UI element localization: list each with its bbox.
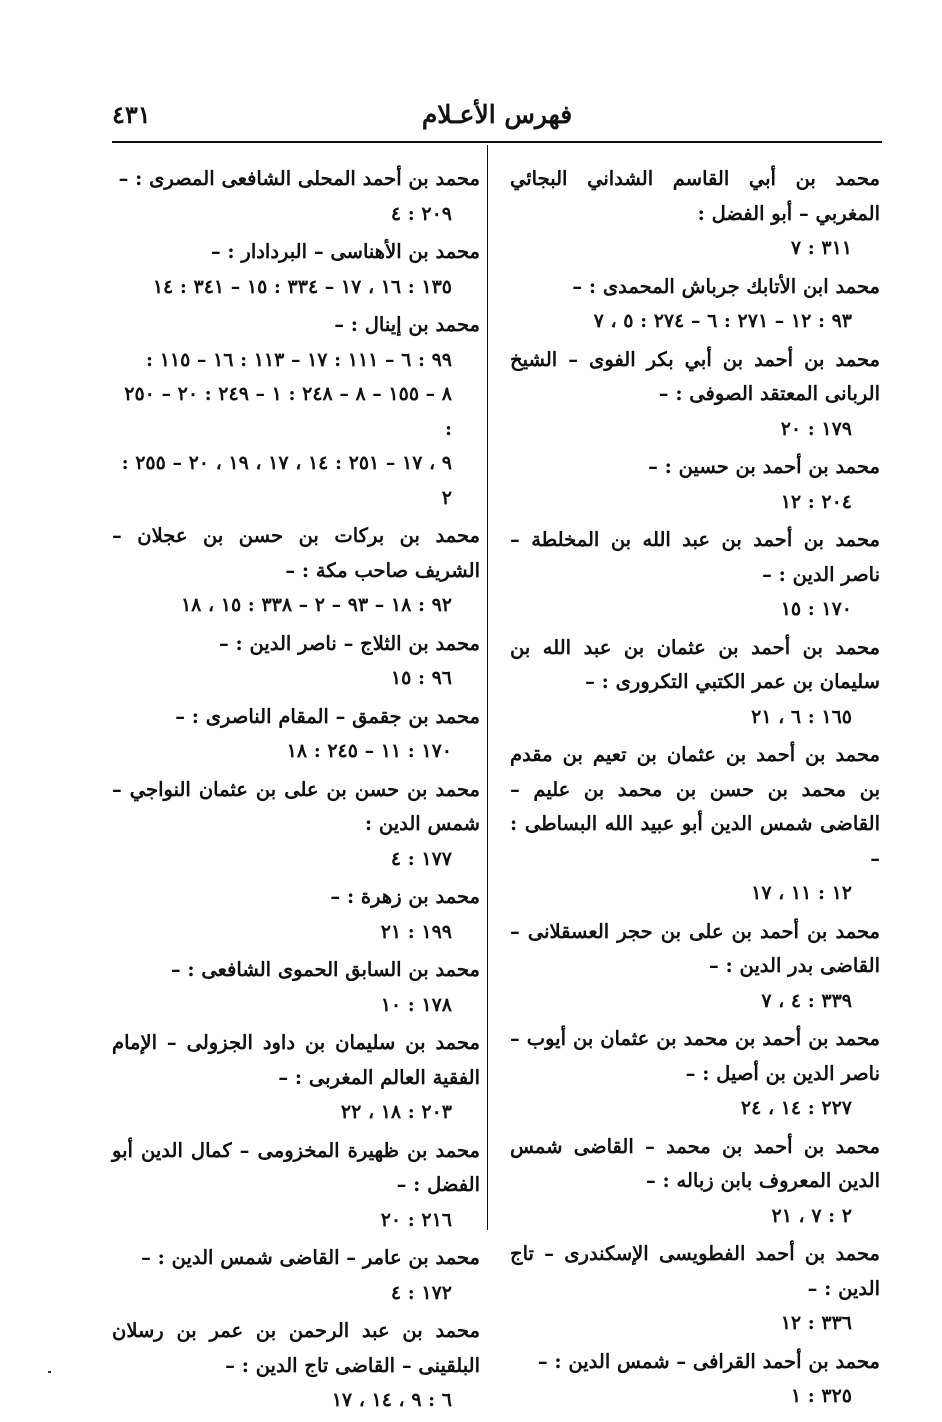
index-column-left xyxy=(112,162,480,1422)
entry-page-refs: ٩ ، ١٧ – ٢٥١ : ١٤ ، ١٧ ، ١٩ ، ٢٠ – ٢٥٥ : ٢ xyxy=(121,452,452,509)
entry-page-refs: ١٧٠ : ١١ – ٢٤٥ : ١٨ xyxy=(286,740,452,762)
entry-name: محمد بن أحمد الفطويسى الإسكندرى – تاج الدين : – xyxy=(510,1242,880,1300)
index-entry xyxy=(112,162,480,231)
entry-page-refs: ١٧٩ : ٢٠ xyxy=(780,417,852,440)
index-entry xyxy=(510,450,880,519)
entry-page-refs: ٩٦ : ١٥ xyxy=(390,667,452,689)
entry-page-refs: ١٧٢ : ٤ xyxy=(390,1281,452,1304)
index-entry xyxy=(510,631,880,735)
entry-name: محمد بن عبد الرحمن بن عمر بن رسلان البلقينى – القاضى تاج الدين : – xyxy=(112,1319,480,1377)
page-header xyxy=(112,100,882,140)
entry-name: محمد بن إينال : – xyxy=(334,313,480,336)
entry-page-refs: ١٢ : ١١ ، ١٧ xyxy=(751,882,852,904)
index-entry xyxy=(112,235,480,304)
entry-name: محمد بن أحمد القرافى – شمس الدين : – xyxy=(537,1349,880,1373)
entry-page-refs: ٩٣ : ١٢ – ٢٧١ : ٦ – ٢٧٤ : ٥ ، ٧ xyxy=(593,310,852,332)
entry-name: محمد بن أحمد بن عثمان بن تعيم بن مقدم بن محمد بن حسن بن محمد بن عليم – القاضى شمس الدين أبو عبيد الله البساطى : – xyxy=(510,743,880,870)
page-number: ٤٣١ xyxy=(112,100,151,129)
entry-page-refs: ٣٣٦ : ١٢ xyxy=(780,1312,852,1334)
index-entry xyxy=(510,1345,880,1414)
entry-name: محمد بن أحمد بن على بن حجر العسقلانى – القاضى بدر الدين : – xyxy=(510,919,880,977)
index-entry xyxy=(112,1134,480,1238)
entry-name: محمد بن أحمد بن محمد بن عثمان بن أيوب – ناصر الدين بن أصيل : – xyxy=(510,1027,880,1085)
entry-page-refs: ٢٢٧ : ١٤ ، ٢٤ xyxy=(740,1097,852,1119)
index-entry xyxy=(510,1130,880,1234)
header-rule xyxy=(112,141,882,143)
index-entry xyxy=(112,1026,480,1130)
index-entry xyxy=(112,880,480,949)
index-column-right xyxy=(510,162,880,1418)
index-entry xyxy=(510,270,880,339)
entry-page-refs: ١٩٩ : ٢١ xyxy=(380,920,452,943)
entry-name: محمد بن أحمد بن عبد الله بن المخلطة – ناصر الدين : – xyxy=(510,528,880,586)
entry-name: محمد بن ظهيرة المخزومى – كمال الدين أبو الفضل : – xyxy=(112,1138,480,1196)
index-entry xyxy=(112,627,480,696)
entry-name: محمد بن زهرة : – xyxy=(330,885,480,908)
entry-page-refs: ١٧٧ : ٤ xyxy=(390,847,452,870)
index-entry xyxy=(510,1237,880,1341)
entry-name: محمد بن أحمد بن حسين : – xyxy=(648,455,880,478)
entry-name: محمد بن بركات بن حسن بن عجلان – الشريف صاحب مكة : – xyxy=(112,524,480,582)
entry-name: محمد بن جقمق – المقام الناصرى : – xyxy=(175,704,480,728)
entry-name: محمد بن أحمد بن عثمان بن عبد الله بن سليمان بن عمر الكتبي التكرورى : – xyxy=(510,635,880,693)
entry-page-refs: ٢ : ٧ ، ٢١ xyxy=(771,1204,852,1227)
index-entry xyxy=(112,953,480,1022)
entry-name: محمد ابن الأتابك جرباش المحمدى : – xyxy=(572,274,880,298)
entry-name: محمد بن أحمد بن محمد – القاضى شمس الدين المعروف بابن زباله : – xyxy=(510,1134,880,1192)
entry-page-refs: ٣٣٩ : ٤ ، ٧ xyxy=(761,989,852,1012)
index-entry xyxy=(112,1314,480,1418)
index-entry xyxy=(510,523,880,627)
index-entry xyxy=(112,700,480,769)
entry-page-refs: ٢٠٣ : ١٨ ، ٢٢ xyxy=(340,1101,452,1123)
entry-page-refs: ٢١٦ : ٢٠ xyxy=(380,1208,452,1231)
index-entry xyxy=(112,519,480,623)
entry-page-refs: ٩٩ : ٦ – ١١١ : ١٧ – ١١٣ : ١٦ – ١١٥ : xyxy=(146,348,452,371)
column-divider xyxy=(487,145,488,1230)
entry-name: محمد بن الثلاج – ناصر الدين : – xyxy=(218,631,480,655)
entry-page-refs: ١٦٥ : ٦ ، ٢١ xyxy=(751,705,852,728)
entry-page-refs: ١٧٨ : ١٠ xyxy=(380,993,452,1016)
index-entry xyxy=(510,1022,880,1126)
entry-page-refs: ٩٢ : ١٨ – ٩٣ – ٢ – ٣٣٨ : ١٥ ، ١٨ xyxy=(180,594,452,616)
entry-name: محمد بن الأهناسى – البردادار : – xyxy=(210,240,480,263)
entry-page-refs: ٢٠٤ : ١٢ xyxy=(780,490,852,513)
scan-speck xyxy=(48,1371,51,1373)
index-entry xyxy=(510,162,880,266)
entry-name: محمد بن حسن بن على بن عثمان النواجي – شمس الدين : xyxy=(112,777,480,835)
entry-page-refs: ٣١١ : ٧ xyxy=(790,237,852,259)
entry-name: محمد بن السابق الحموى الشافعى : – xyxy=(170,958,480,981)
entry-page-refs: ٣٢٥ : ١ xyxy=(790,1385,852,1407)
entry-name: محمد بن عامر – القاضى شمس الدين : – xyxy=(141,1246,480,1269)
entry-name: محمد بن أحمد المحلى الشافعى المصرى : – xyxy=(118,167,480,190)
index-entry xyxy=(112,308,480,515)
entry-page-refs: ٦ : ٩ ، ١٤ ، ١٧ xyxy=(331,1389,452,1411)
index-entry xyxy=(510,915,880,1019)
index-entry xyxy=(510,738,880,911)
entry-page-refs: ٢٠٩ : ٤ xyxy=(390,202,452,225)
index-entry xyxy=(112,773,480,877)
entry-name: محمد بن أبي القاسم الشداني البجائي المغربي – أبو الفضل : xyxy=(510,167,880,225)
index-entry xyxy=(112,1241,480,1310)
index-entry xyxy=(510,343,880,447)
entry-name: محمد بن أحمد بن أبي بكر الفوى – الشيخ الربانى المعتقد الصوفى : – xyxy=(510,347,880,405)
entry-page-refs: ١٧٠ : ١٥ xyxy=(780,598,852,620)
entry-page-refs: ١٣٥ : ١٦ ، ١٧ – ٣٣٤ : ١٥ – ٣٤١ : ١٤ xyxy=(152,275,452,298)
running-title: فهرس الأعـلام xyxy=(421,100,573,129)
entry-name: محمد بن سليمان بن داود الجزولى – الإمام الفقية العالم المغربى : – xyxy=(112,1031,480,1089)
entry-page-refs: ٨ – ١٥٥ – ٨ – ٢٤٨ : ١ – ٢٤٩ : ٢٠ – ٢٥٠ : xyxy=(124,383,452,440)
